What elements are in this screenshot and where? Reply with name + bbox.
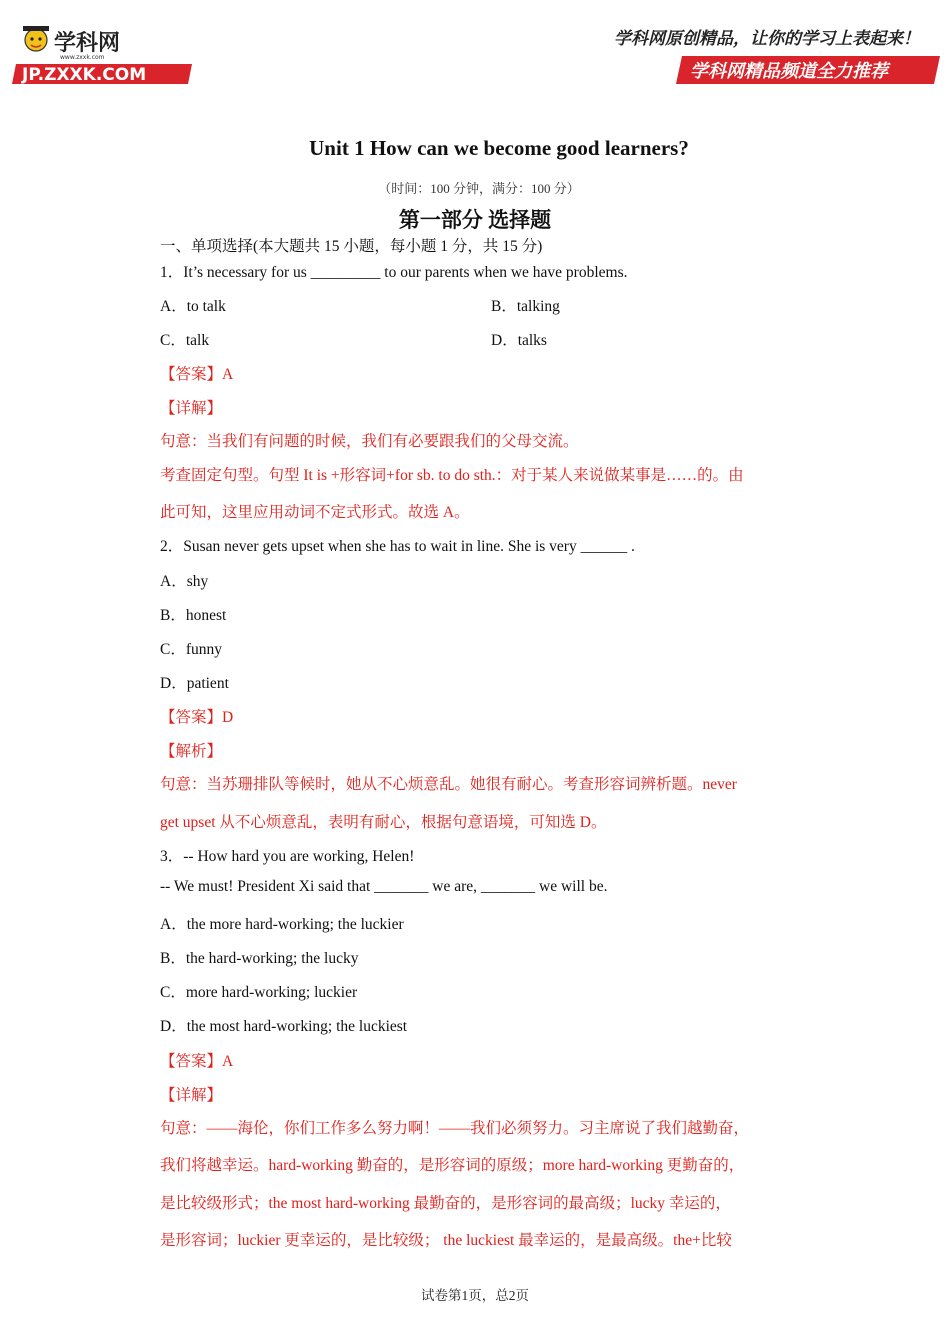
q3-option-d: D．the most hard-working; the luckiest	[160, 1018, 408, 1035]
q1-option-d: D．talks	[491, 332, 547, 349]
q2-option-b: B．honest	[160, 607, 227, 624]
question-3-stem: 3．-- How hard you are working, Helen!	[160, 848, 415, 865]
promo-banner	[612, 24, 946, 88]
q3-explain-line: 我们将越幸运。hard-working 勤奋的，是形容词的原级；more hard-working 更勤奋的，	[160, 1157, 745, 1174]
logo-brand: 学科网	[54, 31, 121, 56]
section-heading: 一、单项选择(本大题共 15 小题，每小题 1 分，共 15 分)	[160, 238, 543, 255]
q3-answer: 【答案】A	[160, 1053, 234, 1070]
exam-info: （时间：100 分钟，满分：100 分）	[378, 181, 580, 196]
q3-option-a: A．the more hard-working; the luckier	[160, 916, 404, 933]
q2-option-a: A．shy	[160, 573, 209, 590]
q1-explain-line: 句意：当我们有问题的时候，我们有必要跟我们的父母交流。	[160, 433, 579, 450]
q1-explain-line: 此可知，这里应用动词不定式形式。故选 A。	[160, 504, 470, 521]
q3-option-c: C．more hard-working; luckier	[160, 984, 358, 1001]
question-3-stem-reply: -- We must! President Xi said that _______ we are, _______ we will be.	[160, 878, 608, 895]
q3-explain-line: 句意：——海伦，你们工作多么努力啊！——我们必须努力。习主席说了我们越勤奋，	[160, 1120, 750, 1137]
q1-option-b: B．talking	[491, 298, 560, 315]
q1-explain-line: 考查固定句型。句型 It is +形容词+for sb. to do sth.：对于某人来说做某事是……的。由	[160, 467, 744, 484]
q3-explain-line: 是比较级形式；the most hard-working 最勤奋的，是形容词的最高级；lucky 幸运的，	[160, 1195, 731, 1212]
page-title: Unit 1 How can we become good learners?	[309, 136, 689, 160]
q1-explain-label: 【详解】	[160, 400, 223, 417]
q2-option-d: D．patient	[160, 675, 229, 692]
q3-explain-label: 【详解】	[160, 1087, 223, 1104]
q2-explain-line: get upset 从不心烦意乱，表明有耐心，根据句意语境，可知选 D。	[160, 814, 607, 831]
q2-explain-line: 句意：当苏珊排队等候时，她从不心烦意乱。她很有耐心。考查形容词辨析题。never	[160, 776, 737, 793]
part-title: 第一部分 选择题	[398, 208, 552, 232]
slogan-text: 学科网原创精品，让你的学习上表起来！	[614, 29, 920, 49]
q2-answer: 【答案】D	[160, 709, 234, 726]
q1-answer: 【答案】A	[160, 366, 234, 383]
logo-url-small: www.zxxk.com	[60, 54, 105, 61]
question-1-stem: 1．It’s necessary for us _________ to our parents when we have problems.	[160, 264, 628, 281]
q2-explain-label: 【解析】	[160, 743, 223, 760]
banner-text: 学科网精品频道全力推荐	[690, 61, 888, 82]
q1-option-c: C．talk	[160, 332, 210, 349]
q2-option-c: C．funny	[160, 641, 223, 658]
logo-url: JP.ZXXK.COM	[22, 65, 147, 85]
q3-option-b: B．the hard-working; the lucky	[160, 950, 359, 967]
question-2-stem: 2．Susan never gets upset when she has to wait in line. She is very ______ .	[160, 538, 635, 555]
q1-option-a: A．to talk	[160, 298, 226, 315]
q3-explain-line: 是形容词；luckier 更幸运的，是比较级； the luckiest 最幸运的，是最高级。the+比较	[160, 1232, 732, 1249]
page-footer: 试卷第1页，总2页	[421, 1288, 529, 1303]
zxxk-logo	[12, 22, 194, 88]
